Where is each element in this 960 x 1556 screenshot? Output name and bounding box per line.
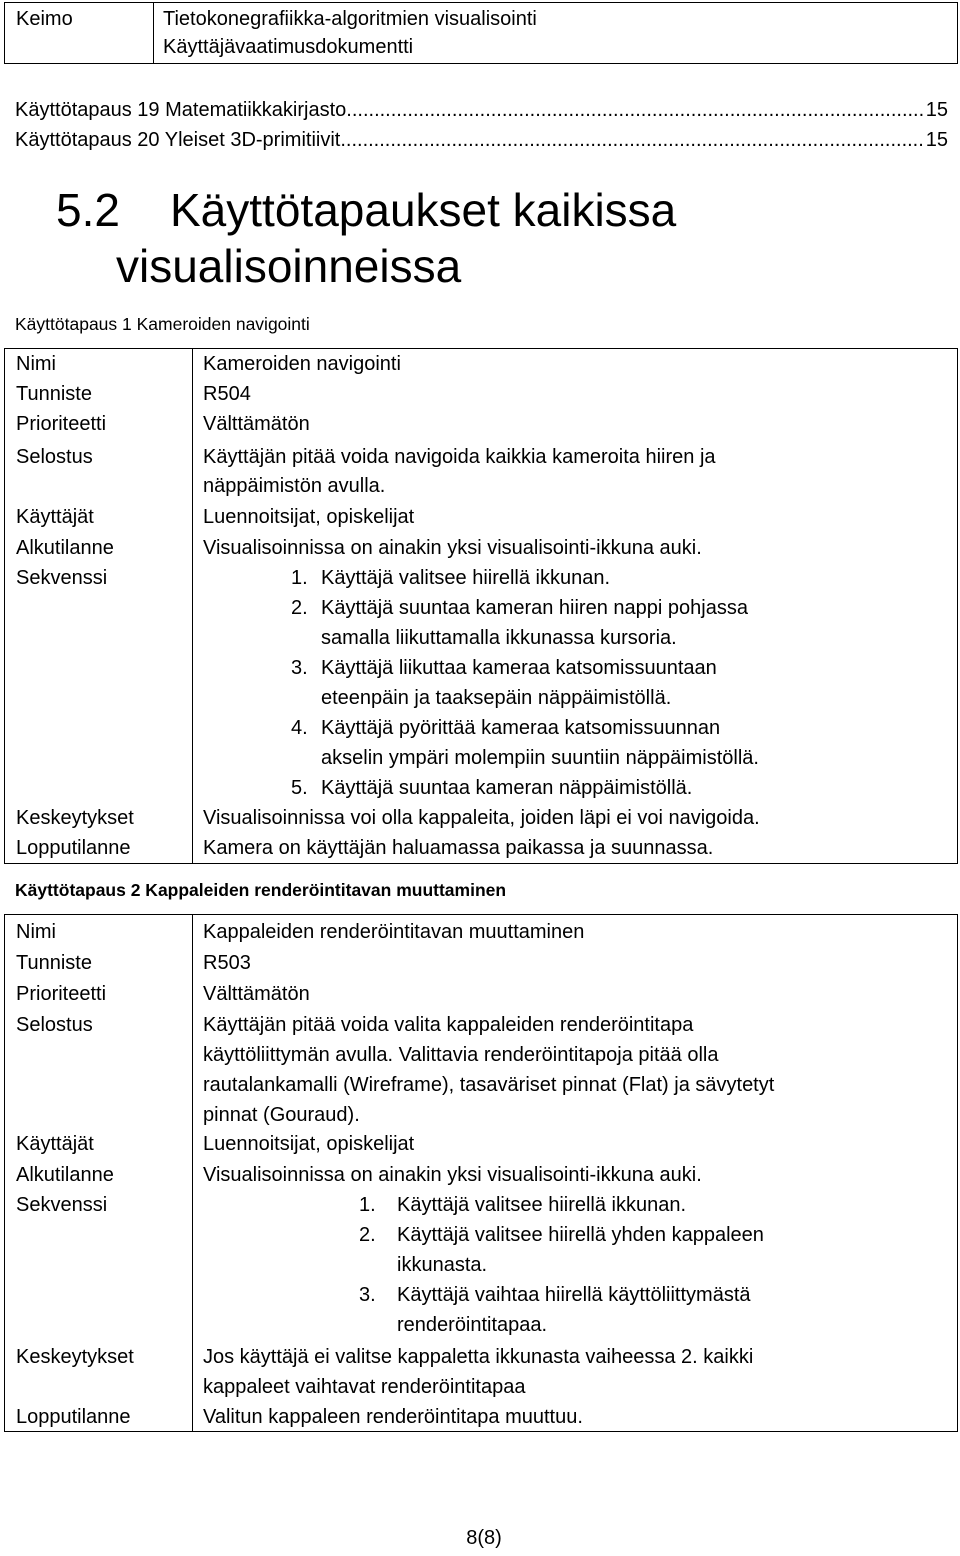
label-lopputilanne: Lopputilanne: [16, 837, 131, 859]
step-text: renderöintitapaa.: [397, 1314, 548, 1336]
value-lopputilanne: Valitun kappaleen renderöintitapa muuttuu.: [203, 1406, 583, 1428]
value-selostus-line: näppäimistön avulla.: [203, 475, 386, 497]
value-selostus-line: rautalankamalli (Wireframe), tasaväriset pinnat (Flat) ja sävytetyt: [203, 1074, 775, 1096]
section-title-line1: Käyttötapaukset kaikissa: [170, 184, 677, 236]
header-project-title: Tietokonegrafiikka-algoritmien visualisointi: [163, 8, 537, 30]
label-prioriteetti: Prioriteetti: [16, 413, 107, 435]
toc-leader-dots: [340, 126, 923, 154]
label-alkutilanne: Alkutilanne: [16, 1164, 114, 1186]
toc-entry[interactable]: [15, 96, 948, 124]
toc-entry[interactable]: [15, 126, 948, 154]
step-text: Käyttäjä suuntaa kameran näppäimistöllä.: [321, 777, 693, 799]
label-sekvenssi: Sekvenssi: [16, 1194, 108, 1216]
label-alkutilanne: Alkutilanne: [16, 537, 114, 559]
use-case-2-table: [4, 914, 958, 1432]
step-number: 3.: [291, 657, 308, 679]
document-header: [4, 2, 958, 64]
value-keskeytykset-line: kappaleet vaihtavat renderöintitapaa: [203, 1376, 526, 1398]
value-alkutilanne: Visualisoinnissa on ainakin yksi visualisointi-ikkuna auki.: [203, 537, 702, 559]
value-selostus-line: Käyttäjän pitää voida valita kappaleiden renderöintitapa: [203, 1014, 694, 1036]
label-nimi: Nimi: [16, 921, 56, 943]
label-keskeytykset: Keskeytykset: [16, 1346, 134, 1368]
label-kayttajat: Käyttäjät: [16, 506, 94, 528]
use-case-2-title: Käyttötapaus 2 Kappaleiden renderöintitavan muuttaminen: [15, 880, 507, 900]
step-text: Käyttäjä suuntaa kameran hiiren nappi pohjassa: [321, 597, 748, 619]
value-alkutilanne: Visualisoinnissa on ainakin yksi visualisointi-ikkuna auki.: [203, 1164, 702, 1186]
use-case-1-title: Käyttötapaus 1 Kameroiden navigointi: [15, 314, 310, 334]
label-lopputilanne: Lopputilanne: [16, 1406, 131, 1428]
label-prioriteetti: Prioriteetti: [16, 983, 107, 1005]
value-tunniste: R503: [203, 952, 251, 974]
step-text: Käyttäjä valitsee hiirellä ikkunan.: [397, 1194, 687, 1216]
step-number: 2.: [359, 1224, 376, 1246]
sequence-step: [291, 773, 759, 803]
label-tunniste: Tunniste: [16, 952, 92, 974]
label-nimi: Nimi: [16, 353, 56, 375]
label-selostus: Selostus: [16, 446, 93, 468]
step-text: Käyttäjä valitsee hiirellä yhden kappaleen: [397, 1224, 764, 1246]
value-nimi: Kappaleiden renderöintitavan muuttaminen: [203, 921, 585, 943]
value-keskeytykset: Visualisoinnissa voi olla kappaleita, joiden läpi ei voi navigoida.: [203, 807, 760, 829]
section-title-line2: visualisoinneissa: [116, 240, 462, 292]
value-selostus-line: pinnat (Gouraud).: [203, 1104, 360, 1126]
step-text: Käyttäjä pyörittää kameraa katsomissuunnan: [321, 717, 721, 739]
step-text: Käyttäjä liikuttaa kameraa katsomissuuntaan: [321, 657, 717, 679]
step-text: Käyttäjä vaihtaa hiirellä käyttöliittymästä: [397, 1284, 751, 1306]
toc-leader-dots: [346, 96, 923, 124]
value-keskeytykset-line: Jos käyttäjä ei valitse kappaletta ikkunasta vaiheessa 2. kaikki: [203, 1346, 754, 1368]
value-kayttajat: Luennoitsijat, opiskelijat: [203, 1133, 415, 1155]
section-number: 5.2: [56, 184, 120, 236]
step-number: 1.: [291, 567, 308, 589]
header-divider: [153, 3, 154, 63]
sequence-list: [291, 563, 759, 803]
sequence-step: [291, 563, 759, 593]
toc-entry-text: Käyttötapaus 20 Yleiset 3D-primitiivit: [15, 129, 341, 151]
step-text: ikkunasta.: [397, 1254, 488, 1276]
value-prioriteetti: Välttämätön: [203, 983, 310, 1005]
value-kayttajat: Luennoitsijat, opiskelijat: [203, 506, 415, 528]
page-number: 8(8): [466, 1527, 502, 1549]
sequence-step: [359, 1280, 764, 1340]
value-nimi: Kameroiden navigointi: [203, 353, 401, 375]
label-keskeytykset: Keskeytykset: [16, 807, 134, 829]
value-selostus-line: käyttöliittymän avulla. Valittavia renderöintitapoja pitää olla: [203, 1044, 719, 1066]
step-text: Käyttäjä valitsee hiirellä ikkunan.: [321, 567, 611, 589]
table-column-divider: [192, 915, 193, 1431]
step-text: akselin ympäri molempiin suuntiin näppäimistöllä.: [321, 747, 759, 769]
table-column-divider: [192, 349, 193, 863]
value-prioriteetti: Välttämätön: [203, 413, 310, 435]
step-number: 4.: [291, 717, 308, 739]
sequence-step: [291, 653, 759, 713]
step-number: 2.: [291, 597, 308, 619]
sequence-step: [359, 1220, 764, 1280]
value-tunniste: R504: [203, 383, 251, 405]
section-heading: [56, 182, 676, 294]
step-number: 3.: [359, 1284, 376, 1306]
step-number: 1.: [359, 1194, 376, 1216]
step-number: 5.: [291, 777, 308, 799]
step-text: samalla liikuttamalla ikkunassa kursoria.: [321, 627, 677, 649]
toc-entry-page: 15: [925, 129, 948, 151]
value-lopputilanne: Kamera on käyttäjän haluamassa paikassa ja suunnassa.: [203, 837, 714, 859]
toc-entry-text: Käyttötapaus 19 Matematiikkakirjasto: [15, 99, 347, 121]
use-case-1-table: [4, 348, 958, 864]
sequence-step: [291, 713, 759, 773]
toc-entry-page: 15: [925, 99, 948, 121]
sequence-list: [359, 1190, 764, 1340]
label-kayttajat: Käyttäjät: [16, 1133, 94, 1155]
value-selostus-line: Käyttäjän pitää voida navigoida kaikkia kameroita hiiren ja: [203, 446, 716, 468]
label-sekvenssi: Sekvenssi: [16, 567, 108, 589]
label-tunniste: Tunniste: [16, 383, 92, 405]
sequence-step: [359, 1190, 764, 1220]
header-author: Keimo: [16, 8, 73, 30]
page-footer: [0, 1524, 960, 1552]
sequence-step: [291, 593, 759, 653]
step-text: eteenpäin ja taaksepäin näppäimistöllä.: [321, 687, 672, 709]
label-selostus: Selostus: [16, 1014, 93, 1036]
header-document-title: Käyttäjävaatimusdokumentti: [163, 36, 414, 58]
